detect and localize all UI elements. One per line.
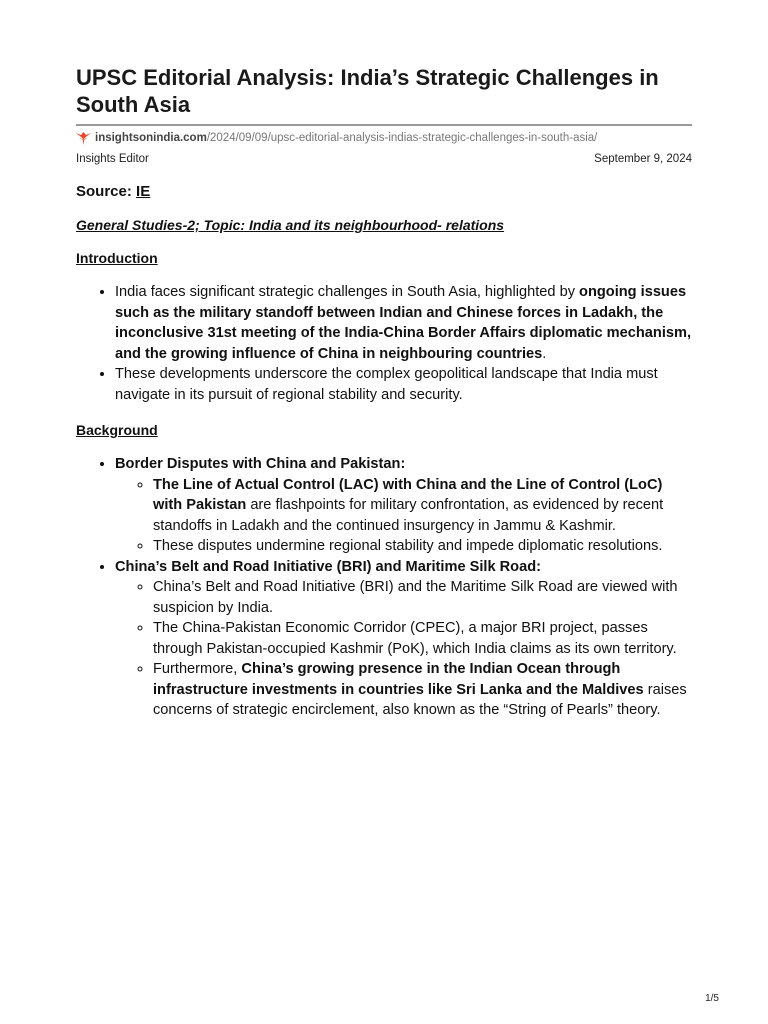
sub-list-item [153, 475, 692, 537]
bullet-text: These disputes undermine regional stability and impede diplomatic resolutions. [153, 538, 663, 554]
page-number: 1/5 [705, 993, 719, 1004]
url-line[interactable] [76, 130, 692, 146]
introduction-list [76, 282, 692, 405]
bullet-bold-text: ongoing issues such as the military standoff between Indian and Chinese forces in Ladakh, the inconclusive 31st meeting of the India-China Border Affairs diplomatic mechanism, and the growing influence of China in neighbouring countries [115, 284, 692, 362]
source-label: Source: [76, 183, 132, 200]
bullet-text: These developments underscore the complex geopolitical landscape that India must navigate in its pursuit of regional stability and security. [115, 366, 658, 403]
list-item [115, 364, 692, 405]
source-link[interactable]: IE [136, 183, 151, 200]
bullet-bold-text: China’s growing presence in the Indian Ocean through infrastructure investments in countries like Sri Lanka and the Maldives [153, 661, 644, 698]
topic-line: General Studies-2; Topic: India and its neighbourhood- relations [76, 217, 505, 233]
source-line [76, 183, 692, 200]
background-heading: Background [76, 422, 158, 438]
bullet-text: are flashpoints for military confrontation, as evidenced by recent standoffs in Ladakh and the continued insurgency in Jammu & Kashmir. [153, 497, 664, 534]
bullet-text: The China-Pakistan Economic Corridor (CPEC), a major BRI project, passes through Pakistan-occupied Kashmir (PoK), which India claims as its own territory. [153, 620, 677, 657]
url-path[interactable]: /2024/09/09/upsc-editorial-analysis-indias-strategic-challenges-in-south-asia/ [206, 132, 598, 144]
sub-list-item [153, 536, 692, 557]
sub-list-item [153, 618, 692, 659]
bullet-text: Furthermore, [153, 661, 242, 677]
bullet-text: India faces significant strategic challenges in South Asia, highlighted by [115, 284, 580, 300]
sub-list [115, 577, 692, 721]
sub-list [115, 475, 692, 557]
publish-date: September 9, 2024 [594, 153, 692, 165]
sub-list-item [153, 577, 692, 618]
title-divider [76, 124, 692, 126]
author: Insights Editor [76, 153, 149, 165]
bullet-bold-text: The Line of Actual Control (LAC) with China and the Line of Control (LoC) with Pakistan [153, 476, 663, 513]
bullet-title: Border Disputes with China and Pakistan: [115, 456, 406, 472]
background-list [76, 454, 692, 721]
bullet-text: . [542, 345, 547, 362]
bullet-text: raises concerns of strategic encirclement, also known as the “String of Pearls” theory. [153, 681, 687, 718]
url-domain[interactable]: insightsonindia.com [95, 132, 207, 144]
article [76, 64, 692, 721]
bullet-title: China’s Belt and Road Initiative (BRI) and Maritime Silk Road: [115, 558, 541, 575]
page-title: UPSC Editorial Analysis: India’s Strategic Challenges in South Asia [76, 65, 659, 117]
bullet-text: China’s Belt and Road Initiative (BRI) and the Maritime Silk Road are viewed with suspicion by India. [153, 579, 678, 616]
meta-row [76, 153, 692, 165]
introduction-heading: Introduction [76, 250, 158, 266]
list-item [115, 454, 692, 557]
list-item [115, 557, 692, 721]
sub-list-item [153, 659, 692, 721]
list-item [115, 282, 692, 364]
insights-logo-icon [76, 132, 91, 145]
